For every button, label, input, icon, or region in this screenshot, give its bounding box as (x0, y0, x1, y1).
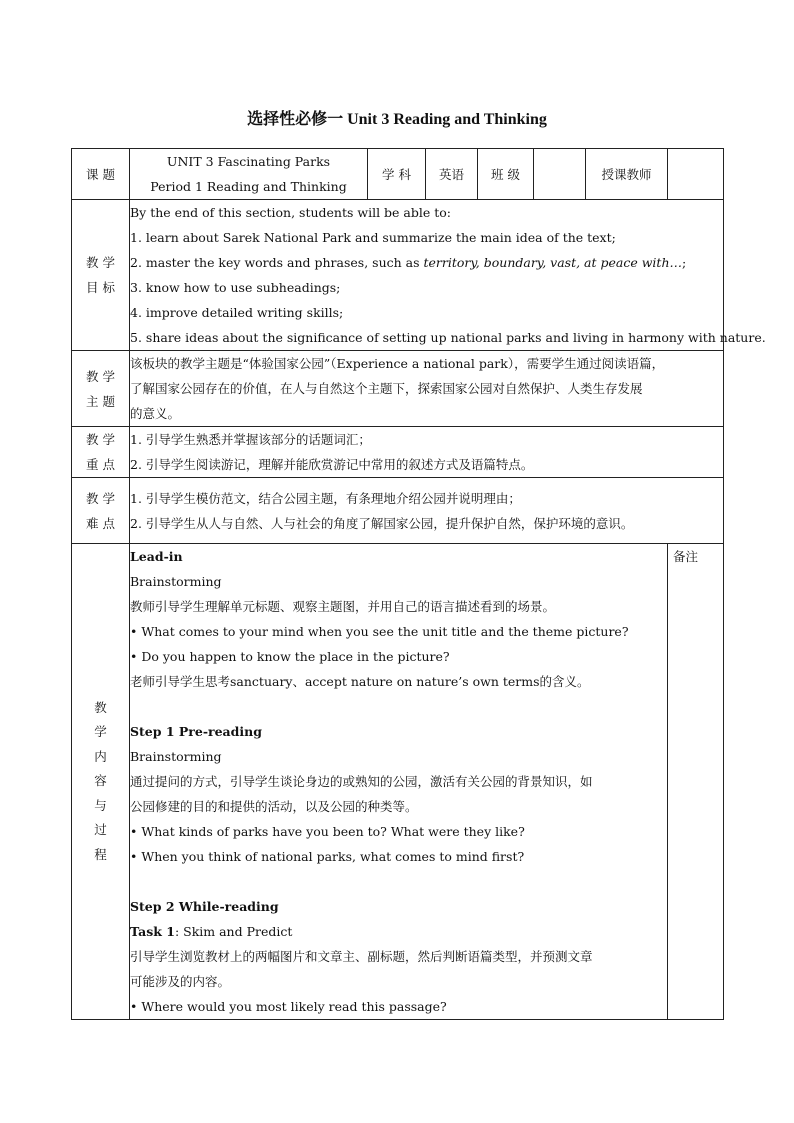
step2-heading: Step 2 While-reading (130, 899, 279, 914)
theme-row (72, 351, 724, 427)
leadin-line: • What comes to your mind when you see the unit title and the theme picture? (130, 624, 629, 639)
task1-line: Task 1: Skim and Predict (130, 924, 293, 939)
objective-line: 4. improve detailed writing skills; (130, 305, 344, 320)
difficulty-line: 1. 引导学生模仿范文，结合公园主题，有条理地介绍公园并说明理由； (130, 490, 521, 506)
leadin-heading: Lead-in (130, 549, 183, 564)
step1-line: 通过提问的方式，引导学生谈论身边的或熟知的公园，激活有关公园的背景知识，如 (130, 774, 593, 789)
process-content (130, 544, 668, 1020)
topic-label: 课 题 (72, 149, 130, 200)
key-point-line: 2. 引导学生阅读游记，理解并能欣赏游记中常用的叙述方式及语篇特点。 (130, 457, 534, 472)
difficulty-line: 2. 引导学生从人与自然、人与社会的角度了解国家公园，提升保护自然，保护环境的意识。 (130, 515, 634, 531)
step1-line: • When you think of national parks, what comes to mind first? (130, 849, 525, 864)
header-row (72, 149, 724, 200)
teacher-value (668, 149, 724, 200)
step1-heading: Step 1 Pre-reading (130, 724, 262, 739)
key-point-line: 1. 引导学生熟悉并掌握该部分的话题词汇； (130, 432, 371, 447)
leadin-line: 教师引导学生理解单元标题、观察主题图，并用自己的语言描述看到的场景。 (130, 599, 556, 614)
difficulties-row (72, 478, 724, 544)
lesson-plan-table (71, 148, 766, 1020)
difficulties-label: 教 学 难 点 (72, 478, 130, 544)
process-label: 教 学 内 容 与 过 程 (72, 544, 130, 1020)
key-points-label: 教 学 重 点 (72, 427, 130, 478)
page-title: 选择性必修一 Unit 3 Reading and Thinking (247, 111, 547, 128)
objective-line: 5. share ideas about the significance of setting up national parks and living in harmony with nature. (130, 330, 766, 345)
key-points-row (72, 427, 724, 478)
subject-label: 学 科 (368, 149, 426, 200)
theme-line: 的意义。 (130, 406, 181, 421)
notes-cell (668, 544, 724, 1020)
theme-line: 了解国家公园存在的价值，在人与自然这个主题下，探索国家公园对自然保护、人类生存发展 (130, 381, 643, 396)
topic-line-1: UNIT 3 Fascinating Parks (166, 154, 331, 169)
leadin-line: Brainstorming (130, 574, 222, 589)
class-label: 班 级 (478, 149, 534, 200)
subject-value: 英语 (426, 149, 478, 200)
objectives-content (130, 200, 766, 351)
step1-line: • What kinds of parks have you been to? What were they like? (130, 824, 525, 839)
key-points-content (130, 427, 724, 478)
objectives-row (72, 200, 724, 351)
difficulties-content (130, 478, 724, 544)
objective-line: 3. know how to use subheadings; (130, 280, 341, 295)
step2-line: 可能涉及的内容。 (130, 974, 231, 989)
leadin-line: 老师引导学生思考sanctuary、accept nature on nature’s own terms的含义。 (130, 674, 590, 689)
step2-line: • Where would you most likely read this passage? (130, 999, 447, 1014)
notes-label: 备注 (673, 549, 699, 564)
theme-line: 该板块的教学主题是“体验国家公园”（Experience a national park），需要学生通过阅读语篇， (130, 356, 665, 371)
topic-value (130, 149, 368, 200)
objective-line: By the end of this section, students will be able to: (130, 205, 452, 220)
step1-line: 公园修建的目的和提供的活动，以及公园的种类等。 (130, 799, 418, 814)
step1-line: Brainstorming (130, 749, 222, 764)
teacher-label: 授课教师 (586, 149, 668, 200)
theme-label: 教 学 主 题 (72, 351, 130, 427)
objective-line-2: 2. master the key words and phrases, such as territory, boundary, vast, at peace with…; (130, 255, 687, 270)
process-row (72, 544, 724, 1020)
objective-line: 1. learn about Sarek National Park and summarize the main idea of the text; (130, 230, 616, 245)
objectives-label: 教 学 目 标 (72, 200, 130, 351)
leadin-line: • Do you happen to know the place in the picture? (130, 649, 450, 664)
topic-line-2: Period 1 Reading and Thinking (150, 179, 347, 194)
step2-line: 引导学生浏览教材上的两幅图片和文章主、副标题，然后判断语篇类型，并预测文章 (130, 949, 593, 964)
theme-content (130, 351, 724, 427)
class-value (534, 149, 586, 200)
